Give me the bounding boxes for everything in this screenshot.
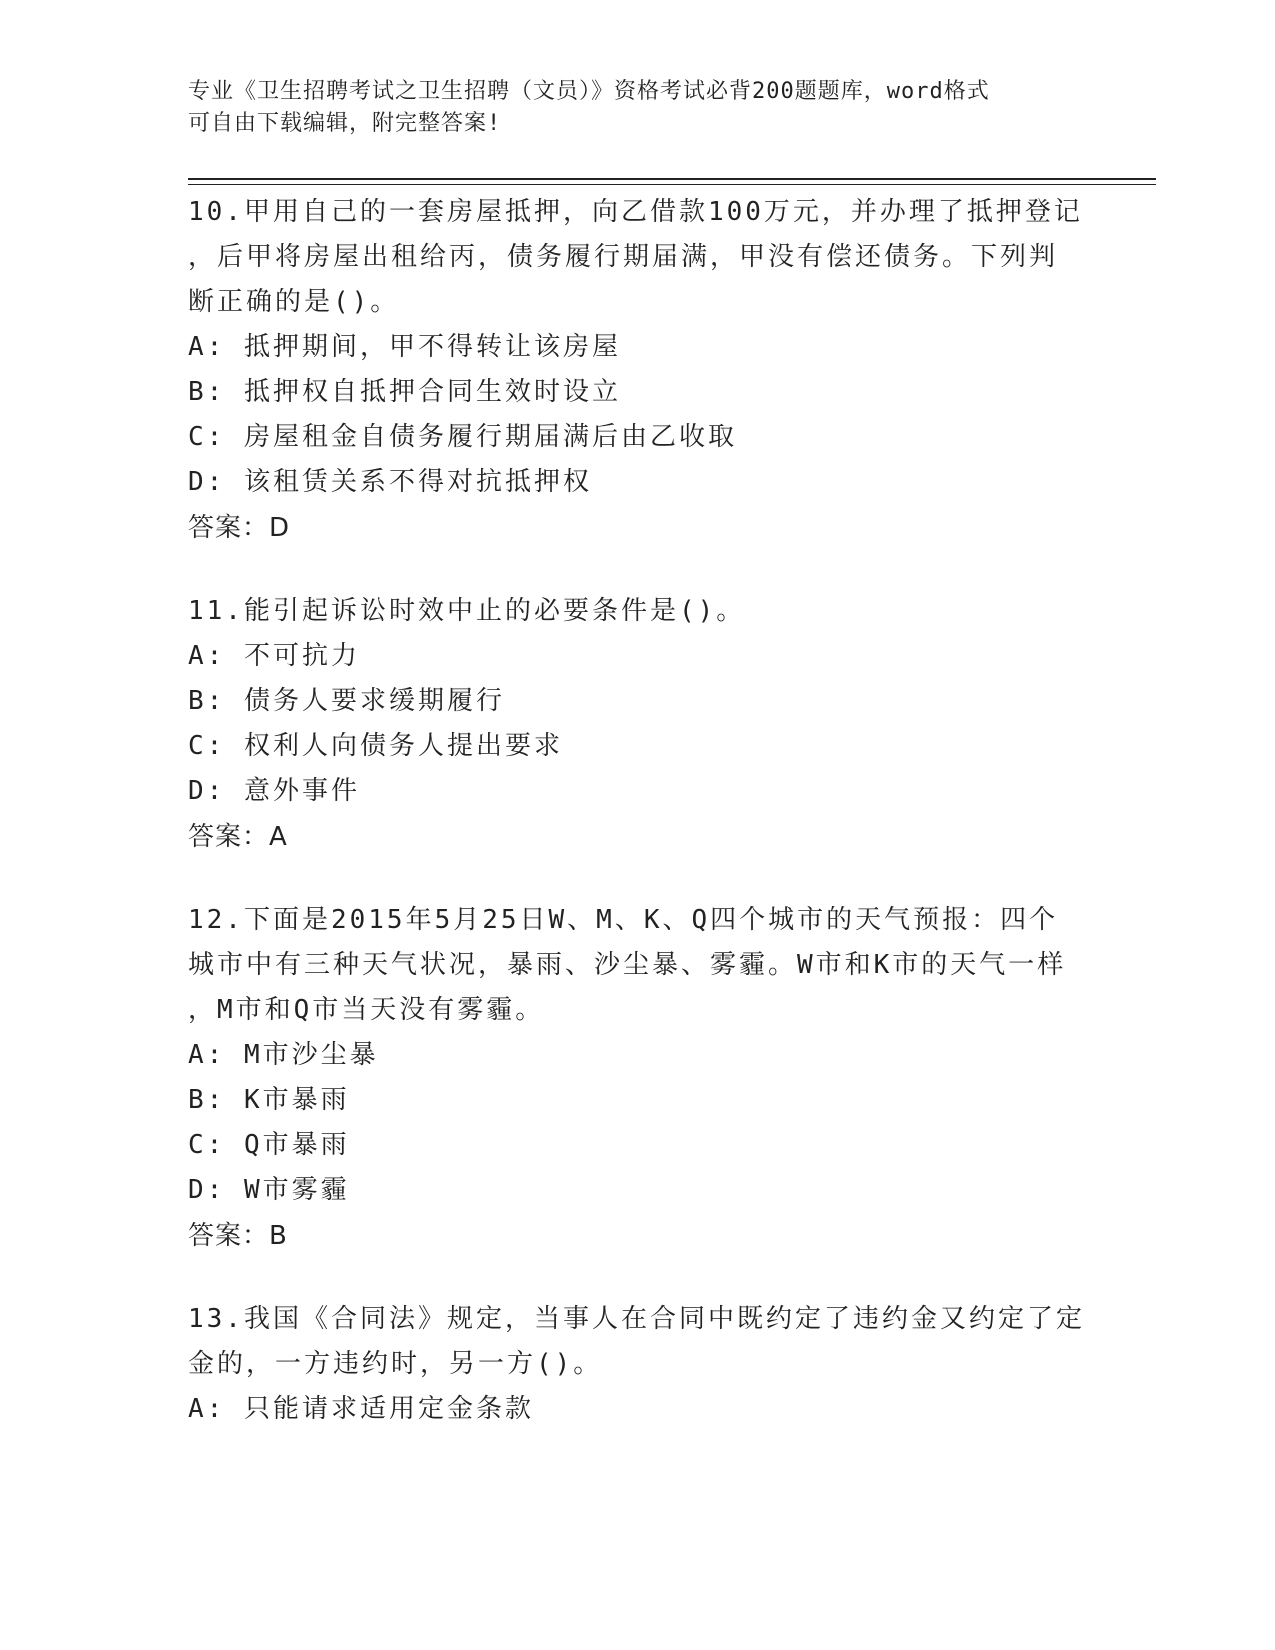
- question-11: [188, 589, 1088, 860]
- question-stem-line: 13.我国《合同法》规定，当事人在合同中既约定了违约金又约定了定: [188, 1304, 1085, 1334]
- answer: 答案：B: [188, 1221, 288, 1251]
- answer: 答案：A: [188, 822, 288, 852]
- option-b: B: 债务人要求缓期履行: [188, 686, 505, 716]
- question-stem-line: 城市中有三种天气状况，暴雨、沙尘暴、雾霾。W市和K市的天气一样: [188, 950, 1067, 980]
- option-b: B: K市暴雨: [188, 1085, 350, 1115]
- question-stem-line: ，M市和Q市当天没有雾霾。: [188, 995, 545, 1025]
- option-b: B: 抵押权自抵押合同生效时设立: [188, 377, 621, 407]
- question-12: [188, 898, 1088, 1259]
- option-a: A: 抵押期间，甲不得转让该房屋: [188, 332, 621, 362]
- option-d: D: 意外事件: [188, 776, 360, 806]
- question-stem-line: 12.下面是2015年5月25日W、M、K、Q四个城市的天气预报：四个: [188, 905, 1059, 935]
- header-line-2: 可自由下载编辑，附完整答案!: [188, 111, 502, 136]
- question-10: [188, 190, 1088, 551]
- header-divider: [188, 178, 1156, 180]
- answer: 答案：D: [188, 513, 291, 543]
- question-list: [188, 190, 1088, 1470]
- question-stem-line: 金的，一方违约时，另一方()。: [188, 1349, 603, 1379]
- question-stem-line: 11.能引起诉讼时效中止的必要条件是()。: [188, 596, 746, 626]
- option-c: C: Q市暴雨: [188, 1130, 350, 1160]
- question-13: [188, 1297, 1088, 1432]
- option-a: A: M市沙尘暴: [188, 1040, 379, 1070]
- option-d: D: 该租赁关系不得对抗抵押权: [188, 467, 592, 497]
- header-line-1: 专业《卫生招聘考试之卫生招聘（文员）》资格考试必背200题题库，word格式: [188, 79, 990, 104]
- page-header: [188, 76, 1088, 140]
- option-a: A: 不可抗力: [188, 641, 360, 671]
- option-c: C: 权利人向债务人提出要求: [188, 731, 563, 761]
- option-c: C: 房屋租金自债务履行期届满后由乙收取: [188, 422, 737, 452]
- option-a: A: 只能请求适用定金条款: [188, 1394, 534, 1424]
- header-divider-thin: [188, 184, 1156, 185]
- question-stem-line: 断正确的是()。: [188, 287, 400, 317]
- question-stem-line: 10.甲用自己的一套房屋抵押，向乙借款100万元，并办理了抵押登记: [188, 197, 1083, 227]
- question-stem-line: ，后甲将房屋出租给丙，债务履行期届满，甲没有偿还债务。下列判: [188, 242, 1059, 272]
- option-d: D: W市雾霾: [188, 1175, 350, 1205]
